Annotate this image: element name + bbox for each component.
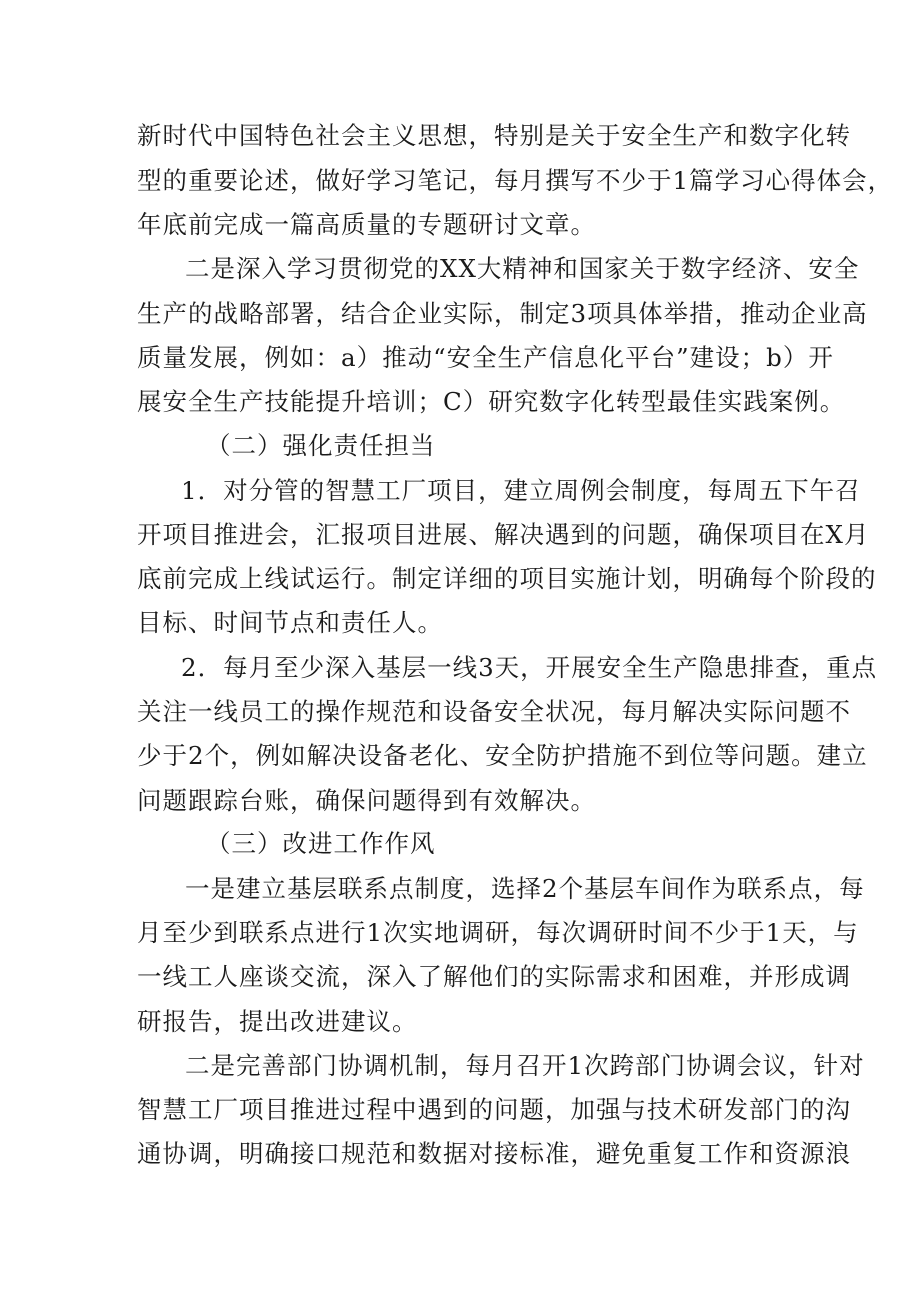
body-line: 研报告，提出改进建议。 — [137, 1007, 418, 1036]
section-heading: （二）强化责任担当 — [206, 431, 436, 460]
body-line: 生产的战略部署，结合企业实际，制定3项具体举措，推动企业高 — [137, 299, 868, 328]
body-line: 少于2个，例如解决设备老化、安全防护措施不到位等问题。建立 — [137, 741, 868, 770]
body-line: 底前完成上线试运行。制定详细的项目实施计划，明确每个阶段的 — [137, 564, 877, 593]
body-line: 月至少到联系点进行1次实地调研，每次调研时间不少于1天，与 — [137, 918, 859, 947]
body-line: 关注一线员工的操作规范和设备安全状况，每月解决实际问题不 — [137, 697, 851, 726]
body-line: 一线工人座谈交流，深入了解他们的实际需求和困难，并形成调 — [137, 962, 851, 991]
body-line: 年底前完成一篇高质量的专题研讨文章。 — [137, 210, 596, 239]
body-line: 型的重要论述，做好学习笔记，每月撰写不少于1篇学习心得体会， — [137, 166, 894, 195]
paragraph-first-line: 1．对分管的智慧工厂项目，建立周例会制度，每周五下午召 — [181, 476, 861, 505]
body-line: 智慧工厂项目推进过程中遇到的问题，加强与技术研发部门的沟 — [137, 1095, 851, 1124]
body-line: 新时代中国特色社会主义思想，特别是关于安全生产和数字化转 — [137, 121, 851, 150]
paragraph-first-line: 一是建立基层联系点制度，选择2个基层车间作为联系点，每 — [185, 874, 865, 903]
body-line: 通协调，明确接口规范和数据对接标准，避免重复工作和资源浪 — [137, 1139, 851, 1168]
paragraph-first-line: 二是深入学习贯彻党的XX大精神和国家关于数字经济、安全 — [185, 254, 860, 283]
body-line: 质量发展，例如：a）推动“安全生产信息化平台”建设；b）开 — [137, 343, 834, 372]
paragraph-first-line: 二是完善部门协调机制，每月召开1次跨部门协调会议，针对 — [185, 1051, 865, 1080]
body-line: 展安全生产技能提升培训；C）研究数字化转型最佳实践案例。 — [137, 387, 846, 416]
paragraph-first-line: 2．每月至少深入基层一线3天，开展安全生产隐患排查，重点 — [181, 653, 878, 682]
body-line: 目标、时间节点和责任人。 — [137, 608, 443, 637]
body-line: 问题跟踪台账，确保问题得到有效解决。 — [137, 786, 596, 815]
section-heading: （三）改进工作作风 — [206, 829, 436, 858]
body-line: 开项目推进会，汇报项目进展、解决遇到的问题，确保项目在X月 — [137, 520, 870, 549]
